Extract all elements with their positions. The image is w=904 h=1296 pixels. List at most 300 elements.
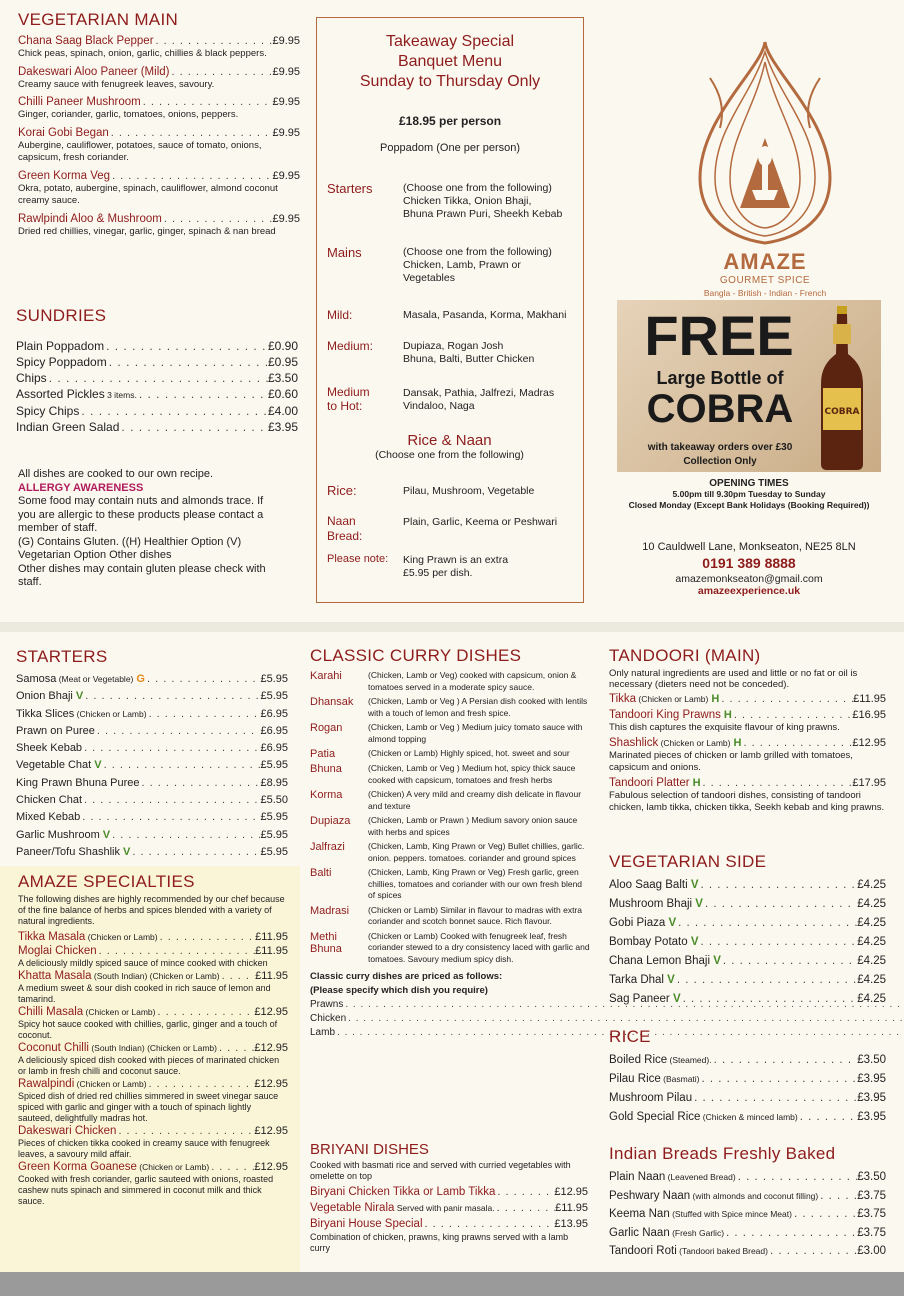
item-price: £8.95 bbox=[260, 776, 288, 789]
item-name bbox=[609, 1187, 818, 1206]
veg-main-item[interactable] bbox=[18, 96, 300, 122]
item-name bbox=[609, 1242, 768, 1261]
specialties-list bbox=[18, 931, 288, 1207]
leader-dots bbox=[724, 1224, 857, 1243]
banquet-mains-text: (Choose one from the following) Chicken, Lamb, Prawn or Vegetables bbox=[403, 246, 552, 284]
leader-dots bbox=[104, 338, 268, 354]
menu-item-row[interactable] bbox=[16, 757, 288, 774]
item-price: £11.95 bbox=[255, 931, 288, 943]
item-desc: Okra, potato, aubergine, spinach, cauliflower, almond coconut creamy sauce. bbox=[18, 182, 278, 206]
item-name bbox=[609, 914, 676, 933]
item-name bbox=[310, 1200, 495, 1216]
menu-item-row bbox=[18, 35, 300, 48]
leader-dots bbox=[97, 945, 256, 958]
menu-item-row[interactable] bbox=[609, 1242, 886, 1261]
allergy-title: ALLERGY AWARENESS bbox=[18, 481, 144, 494]
leader-dots bbox=[158, 931, 256, 944]
menu-item-row[interactable] bbox=[609, 876, 886, 895]
item-price: £5.95 bbox=[260, 690, 288, 703]
leader-dots bbox=[736, 1168, 858, 1187]
rice-section bbox=[609, 1027, 886, 1127]
sundries-list bbox=[16, 338, 298, 435]
menu-item-row[interactable] bbox=[609, 1168, 886, 1187]
menu-item-row[interactable] bbox=[16, 688, 288, 705]
specialty-item[interactable] bbox=[18, 1078, 288, 1124]
item-desc: (Chicken, Lamb or Veg ) Medium juicy tomato sauce with almond topping bbox=[368, 722, 583, 744]
item-name-text: Paneer/Tofu Shashlik bbox=[16, 845, 120, 858]
vegetarian-mark: V bbox=[710, 955, 721, 967]
veg-main-item[interactable] bbox=[18, 213, 300, 239]
leader-dots bbox=[495, 1184, 554, 1200]
item-price: £5.50 bbox=[260, 794, 288, 807]
item-price: £3.50 bbox=[857, 1171, 886, 1183]
leader-dots bbox=[703, 895, 857, 914]
leader-dots bbox=[217, 1042, 254, 1055]
curry-item[interactable] bbox=[310, 867, 590, 902]
menu-item-row[interactable] bbox=[609, 971, 886, 990]
banquet-mains-label: Mains bbox=[327, 245, 362, 260]
menu-item-row[interactable] bbox=[16, 775, 288, 792]
item-name-text: Sag Paneer bbox=[609, 993, 670, 1005]
menu-item-row[interactable] bbox=[16, 419, 298, 435]
menu-item-row[interactable] bbox=[18, 1161, 288, 1174]
curry-item[interactable] bbox=[310, 905, 590, 928]
item-name-text: Onion Bhaji bbox=[16, 690, 73, 703]
menu-item-row[interactable] bbox=[609, 990, 886, 1009]
item-name bbox=[18, 945, 97, 958]
vegetarian-mark: V bbox=[687, 879, 699, 891]
item-extra: (Meat or Vegetable) bbox=[56, 674, 134, 684]
menu-item-row[interactable] bbox=[16, 338, 298, 354]
item-name: Madrasi bbox=[310, 904, 350, 917]
item-desc: A deliciously spiced dish cooked with pieces of marinated chicken or lamb in fresh chilli and coconut sauce. bbox=[18, 1055, 280, 1076]
banquet-medium-text: Dupiaza, Rogan Josh Bhuna, Balti, Butter Chicken bbox=[403, 340, 535, 365]
specialties-intro: The following dishes are highly recommended by our chef because of the fine balance of herbs and spices blended with a variety of natural ingredients. bbox=[18, 894, 285, 926]
menu-item-row[interactable] bbox=[16, 671, 288, 688]
leader-dots bbox=[675, 971, 857, 990]
rice-title: RICE bbox=[609, 1027, 651, 1046]
brand-sub: GOURMET SPICE bbox=[719, 275, 811, 286]
menu-item-row[interactable] bbox=[609, 1187, 886, 1206]
item-name bbox=[609, 895, 703, 914]
menu-item-row[interactable] bbox=[609, 736, 886, 750]
leader-dots bbox=[82, 740, 260, 757]
menu-item-row[interactable] bbox=[609, 1205, 886, 1224]
item-name-text: Mushroom Bhaji bbox=[609, 898, 693, 910]
menu-item-row[interactable] bbox=[609, 895, 886, 914]
healthy-mark: H bbox=[730, 737, 742, 749]
item-extra: (Chicken or Lamb) bbox=[74, 708, 147, 719]
veg-main-item[interactable] bbox=[18, 127, 300, 165]
item-name bbox=[310, 1026, 335, 1040]
item-name-text: Indian Green Salad bbox=[16, 420, 120, 434]
menu-item-row bbox=[18, 213, 300, 226]
item-price: £13.95 bbox=[554, 1218, 588, 1230]
tandoori-title: TANDOORI (MAIN) bbox=[609, 646, 761, 665]
item-name: Rogan bbox=[310, 722, 343, 734]
menu-item-row[interactable] bbox=[16, 740, 288, 757]
item-price: £3.75 bbox=[857, 1226, 886, 1239]
menu-item-row[interactable] bbox=[16, 354, 298, 370]
item-price: £4.25 bbox=[857, 936, 886, 948]
leader-dots bbox=[681, 990, 858, 1009]
leader-dots bbox=[154, 35, 273, 48]
item-name bbox=[16, 354, 107, 370]
leader-dots bbox=[107, 354, 268, 370]
item-name bbox=[16, 386, 137, 403]
leader-dots bbox=[712, 1051, 858, 1070]
banquet-medium-label: Medium: bbox=[327, 339, 374, 353]
menu-item-row[interactable] bbox=[16, 809, 288, 826]
item-extra: (Tandoori baked Bread) bbox=[676, 1246, 768, 1256]
menu-item-row[interactable] bbox=[609, 776, 886, 790]
allergy-line: Other dishes may contain gluten please check with bbox=[18, 562, 266, 575]
tandoori-list bbox=[609, 692, 886, 814]
menu-item-row[interactable] bbox=[609, 708, 886, 722]
item-name-text: Khatta Masala bbox=[18, 970, 92, 982]
item-price: £9.95 bbox=[272, 65, 300, 78]
leader-dots bbox=[116, 1125, 254, 1138]
curry-item[interactable] bbox=[310, 670, 590, 693]
allergy-line: you are allergic to these products please contact a bbox=[18, 508, 264, 521]
vegetarian-mark: V bbox=[663, 974, 675, 986]
item-price: £0.60 bbox=[267, 387, 298, 401]
banquet-naan-text: Plain, Garlic, Keema or Peshwari bbox=[403, 516, 558, 528]
item-desc: This dish captures the exquisite flavour of king prawns. bbox=[609, 722, 840, 733]
item-name bbox=[16, 419, 119, 435]
item-price: £11.95 bbox=[853, 693, 886, 705]
menu-item-row[interactable] bbox=[609, 952, 886, 971]
item-name bbox=[609, 933, 699, 952]
leader-dots bbox=[719, 692, 853, 706]
curry-item[interactable] bbox=[310, 789, 590, 812]
menu-item-row[interactable] bbox=[609, 1089, 886, 1108]
opening-times bbox=[617, 478, 881, 511]
item-name bbox=[16, 723, 95, 740]
promo-line5: Collection Only bbox=[683, 456, 757, 467]
leader-dots bbox=[147, 1078, 255, 1091]
cobra-bottle-icon bbox=[817, 304, 867, 470]
item-name bbox=[18, 931, 158, 944]
menu-item-row[interactable] bbox=[609, 692, 886, 706]
menu-item-row[interactable] bbox=[16, 706, 288, 723]
leader-dots bbox=[147, 706, 261, 723]
item-price: £4.25 bbox=[857, 955, 886, 967]
menu-item-row[interactable] bbox=[609, 1108, 886, 1127]
item-name bbox=[310, 1216, 423, 1232]
item-price: £9.95 bbox=[272, 169, 300, 182]
banquet-title: Banquet Menu bbox=[397, 53, 503, 70]
banquet-naan-label: Naan Bread: bbox=[327, 514, 363, 543]
item-price: £9.95 bbox=[272, 126, 300, 139]
curry-item[interactable] bbox=[310, 763, 590, 786]
email-link[interactable]: amazemonkseaton@gmail.com bbox=[675, 573, 823, 585]
veg-main-item[interactable] bbox=[18, 35, 300, 61]
item-name-text: Mixed Kebab bbox=[16, 811, 81, 824]
leader-dots bbox=[82, 792, 260, 809]
curry-price-row bbox=[310, 1026, 590, 1040]
item-extra: (Chicken or Lamb) bbox=[83, 1007, 156, 1017]
item-name-text: Tarka Dhal bbox=[609, 974, 664, 986]
menu-item-row[interactable] bbox=[16, 403, 298, 419]
item-price: £12.95 bbox=[554, 1186, 588, 1198]
veg-main-item[interactable] bbox=[18, 66, 300, 92]
item-price: £3.50 bbox=[267, 371, 298, 385]
sundries-section bbox=[16, 306, 298, 435]
veg-main-list bbox=[18, 35, 300, 238]
menu-item-row bbox=[18, 96, 300, 109]
veg-side-title: VEGETARIAN SIDE bbox=[609, 852, 767, 871]
item-name bbox=[18, 1006, 155, 1019]
starters-list bbox=[16, 671, 288, 861]
menu-item-row[interactable] bbox=[310, 1216, 588, 1232]
item-extra: (Steamed). bbox=[667, 1055, 712, 1065]
address: 10 Cauldwell Lane, Monkseaton, NE25 8LN bbox=[642, 541, 856, 553]
item-price: £5.95 bbox=[260, 673, 288, 685]
menu-item-row[interactable] bbox=[609, 914, 886, 933]
menu-item-row[interactable] bbox=[18, 1042, 288, 1055]
item-name: Patia bbox=[310, 748, 336, 760]
menu-item-row[interactable] bbox=[18, 931, 288, 944]
item-name bbox=[18, 1078, 147, 1091]
vegetarian-mark: V bbox=[665, 917, 677, 929]
website-link[interactable]: amazeexperience.uk bbox=[697, 585, 801, 597]
menu-item-row bbox=[18, 127, 300, 140]
item-name: Jalfrazi bbox=[310, 841, 345, 853]
item-price: £3.95 bbox=[857, 1092, 886, 1104]
item-price: £3.50 bbox=[857, 1054, 886, 1066]
curry-item[interactable] bbox=[310, 931, 590, 966]
item-name-text: Spicy Poppadom bbox=[16, 355, 107, 369]
item-price: £6.95 bbox=[260, 707, 288, 720]
item-desc: (Chicken, Lamb, King Prawn or Veg) Bullet chillies, garlic. onion. peppers. tomatoes. coriander and ground spices bbox=[368, 841, 585, 863]
menu-item-row[interactable] bbox=[609, 1070, 886, 1089]
menu-item-row[interactable] bbox=[16, 844, 288, 861]
menu-item-row[interactable] bbox=[18, 1006, 288, 1019]
tandoori-item[interactable] bbox=[609, 692, 886, 706]
item-extra: (Stuffed with Spice mince Meat) bbox=[669, 1209, 792, 1219]
tandoori-section bbox=[609, 646, 886, 814]
sundries-title: SUNDRIES bbox=[16, 306, 107, 325]
breads-list bbox=[609, 1168, 886, 1261]
healthy-mark: H bbox=[689, 777, 701, 789]
item-name-text: Tandoori King Prawns bbox=[609, 709, 721, 721]
menu-item-row[interactable] bbox=[18, 1078, 288, 1091]
item-price: £6.95 bbox=[260, 724, 288, 737]
leader-dots bbox=[423, 1216, 555, 1232]
banquet-title: Sunday to Thursday Only bbox=[359, 73, 541, 90]
hours-line: Closed Monday (Except Bank Holidays (Booking Required)) bbox=[628, 500, 870, 510]
breads-title: Indian Breads Freshly Baked bbox=[609, 1144, 836, 1163]
curry-item[interactable] bbox=[310, 841, 590, 864]
menu-item-row[interactable] bbox=[16, 827, 288, 844]
specialty-item[interactable] bbox=[18, 970, 288, 1005]
item-name: Balti bbox=[310, 867, 332, 879]
leader-dots bbox=[137, 386, 268, 403]
menu-item-row[interactable] bbox=[16, 386, 298, 403]
vegetarian-mark: V bbox=[99, 828, 111, 841]
menu-item-row[interactable] bbox=[310, 1012, 904, 1026]
item-name bbox=[16, 775, 140, 792]
menu-item-row[interactable] bbox=[609, 933, 886, 952]
item-price: £4.25 bbox=[857, 917, 886, 929]
menu-item-row[interactable] bbox=[16, 370, 298, 386]
item-name bbox=[609, 1108, 798, 1127]
item-desc: Dried red chillies, vinegar, garlic, ginger, spinach & nan bread bbox=[18, 225, 276, 237]
item-name bbox=[16, 688, 83, 705]
banquet-medhot-text: Dansak, Pathia, Jalfrezi, Madras Vindaloo, Naga bbox=[403, 387, 555, 412]
item-name bbox=[16, 844, 130, 861]
item-name: Dakeswari Aloo Paneer (Mild) bbox=[18, 65, 170, 78]
leader-dots bbox=[145, 671, 260, 688]
specialty-item[interactable] bbox=[18, 1006, 288, 1041]
starters-section bbox=[16, 647, 288, 861]
specialty-item[interactable] bbox=[18, 1161, 288, 1207]
briyani-footer: Combination of chicken, prawns, king prawns served with a lamb curry bbox=[310, 1232, 569, 1253]
leader-dots bbox=[209, 1161, 254, 1174]
leader-dots bbox=[699, 876, 858, 895]
banquet-box bbox=[316, 17, 584, 603]
item-extra: (Leavened Bread) bbox=[665, 1172, 736, 1182]
tandoori-item[interactable] bbox=[609, 776, 886, 814]
veg-main-section bbox=[18, 10, 300, 238]
item-price: £12.95 bbox=[254, 1161, 288, 1173]
briyani-list bbox=[310, 1184, 588, 1232]
specialty-item[interactable] bbox=[18, 945, 288, 969]
leader-dots bbox=[721, 952, 857, 971]
item-name-text: Moglai Chicken bbox=[18, 945, 97, 957]
item-price: £0.90 bbox=[267, 339, 298, 353]
item-price: £12.95 bbox=[254, 1042, 288, 1054]
item-name-text: Chips bbox=[16, 371, 47, 385]
allergy-line: Vegetarian Option Other dishes bbox=[18, 549, 172, 561]
curry-item[interactable] bbox=[310, 815, 590, 838]
item-name-text: Biryani Chicken Tikka or Lamb Tikka bbox=[310, 1186, 496, 1198]
menu-item-row[interactable] bbox=[310, 1184, 588, 1200]
item-desc: Marinated pieces of chicken or lamb grilled with tomatoes, capsicum and onions. bbox=[609, 750, 853, 773]
phone-link[interactable]: 0191 389 8888 bbox=[702, 555, 796, 571]
specialties-section bbox=[18, 872, 288, 1207]
item-extra: (Chicken & minced lamb) bbox=[700, 1112, 798, 1122]
item-price: £9.95 bbox=[272, 96, 300, 108]
leader-dots bbox=[109, 127, 273, 140]
item-name: Bhuna bbox=[310, 763, 342, 775]
page-gap bbox=[0, 622, 904, 632]
item-name bbox=[609, 1224, 724, 1243]
leader-dots bbox=[700, 1070, 858, 1089]
item-name bbox=[16, 706, 147, 723]
tandoori-intro: Only natural ingredients are used and little or no fat or oil is necessary (dieters need not be conceded). bbox=[609, 668, 858, 690]
curry-price-row bbox=[310, 998, 590, 1012]
menu-item-row[interactable] bbox=[18, 970, 288, 983]
tandoori-item[interactable] bbox=[609, 736, 886, 774]
item-price: £5.95 bbox=[260, 811, 288, 824]
curry-item[interactable] bbox=[310, 722, 590, 745]
item-price: £6.95 bbox=[260, 742, 288, 755]
item-name bbox=[16, 370, 47, 386]
item-name bbox=[16, 671, 145, 688]
curry-item[interactable] bbox=[310, 748, 590, 760]
veg-main-title: VEGETARIAN MAIN bbox=[18, 10, 179, 29]
allergy-section bbox=[18, 468, 300, 590]
item-name-text: Gobi Piaza bbox=[609, 917, 666, 929]
svg-text:COBRA: COBRA bbox=[824, 407, 860, 417]
briyani-section bbox=[310, 1141, 588, 1254]
item-name-text: Shashlick bbox=[609, 737, 659, 749]
item-price: £3.75 bbox=[857, 1189, 886, 1202]
starters-title: STARTERS bbox=[16, 647, 108, 666]
curry-pricing-sub: (Please specify which dish you require) bbox=[310, 985, 488, 996]
item-price: £3.95 bbox=[857, 1111, 886, 1123]
menu-item-row[interactable] bbox=[18, 1125, 288, 1138]
promo-free: FREE bbox=[644, 304, 794, 367]
item-desc: (Chicken, Lamb or Veg) cooked with capsicum, onion & tomatoes served in a moderate spicy sauce. bbox=[368, 670, 577, 692]
hours-title: OPENING TIMES bbox=[709, 478, 789, 489]
menu-item-row[interactable] bbox=[609, 1051, 886, 1070]
banquet-medhot-label: Medium to Hot: bbox=[327, 385, 370, 413]
item-name-text: Pilau Rice bbox=[609, 1073, 661, 1085]
tandoori-item[interactable] bbox=[609, 708, 886, 734]
item-extra: (Chicken or Lamb) bbox=[658, 738, 731, 748]
item-price: £16.95 bbox=[852, 709, 886, 721]
leader-dots bbox=[699, 933, 858, 952]
item-name bbox=[18, 1161, 209, 1174]
item-name-text: Dakeswari Chicken bbox=[18, 1125, 117, 1137]
item-desc: (Chicken, Lamb or Veg ) Medium hot, spicy thick sauce cooked with capsicum, tomatoes and fresh herbs bbox=[368, 763, 576, 785]
menu-item-row[interactable] bbox=[609, 1224, 886, 1243]
item-desc: (Chicken or Lamb) Similar in flavour to madras with extra coriander and scotch bonnet sauce. Rich flavour. bbox=[368, 904, 582, 926]
specialty-item[interactable] bbox=[18, 1125, 288, 1160]
item-name bbox=[609, 1051, 712, 1070]
vegetarian-mark: V bbox=[669, 993, 681, 1005]
item-name bbox=[609, 1205, 792, 1224]
promo-line4: with takeaway orders over £30 bbox=[647, 442, 793, 453]
leader-dots bbox=[169, 66, 272, 79]
specialty-item[interactable] bbox=[18, 1042, 288, 1077]
leader-dots bbox=[130, 844, 260, 861]
item-price: £3.95 bbox=[267, 420, 298, 434]
curry-item[interactable] bbox=[310, 696, 590, 719]
vegetarian-mark: V bbox=[72, 690, 84, 703]
curry-list bbox=[310, 670, 590, 965]
item-name-text: Rawalpindi bbox=[18, 1078, 75, 1090]
item-extra: (South Indian) bbox=[91, 971, 148, 981]
menu-item-row[interactable] bbox=[18, 945, 288, 958]
item-name-text: Biryani House Special bbox=[310, 1218, 423, 1230]
item-name-text: Spicy Chips bbox=[16, 404, 80, 418]
menu-item-row[interactable] bbox=[16, 723, 288, 740]
item-name bbox=[609, 776, 701, 790]
menu-item-row[interactable] bbox=[16, 792, 288, 809]
item-name bbox=[16, 757, 102, 774]
item-name bbox=[609, 876, 699, 895]
banquet-mild-text: Masala, Pasanda, Korma, Makhani bbox=[403, 309, 567, 321]
item-name bbox=[16, 338, 104, 354]
briyani-title: BRIYANI DISHES bbox=[310, 1141, 429, 1158]
allergy-intro: All dishes are cooked to our own recipe. bbox=[18, 468, 214, 480]
leader-dots bbox=[768, 1242, 857, 1261]
item-extra: (Chicken or Lamb) bbox=[74, 1079, 147, 1089]
leader-dots bbox=[141, 96, 273, 109]
item-name bbox=[16, 809, 80, 826]
specialty-item[interactable] bbox=[18, 931, 288, 944]
menu-item-row[interactable] bbox=[310, 1200, 588, 1216]
veg-main-item[interactable] bbox=[18, 170, 300, 208]
item-name-text: Green Korma Goanese bbox=[18, 1161, 137, 1173]
item-price: £5.95 bbox=[260, 845, 288, 858]
vegetarian-mark: V bbox=[91, 759, 102, 772]
item-name: Korai Gobi Began bbox=[18, 126, 109, 139]
